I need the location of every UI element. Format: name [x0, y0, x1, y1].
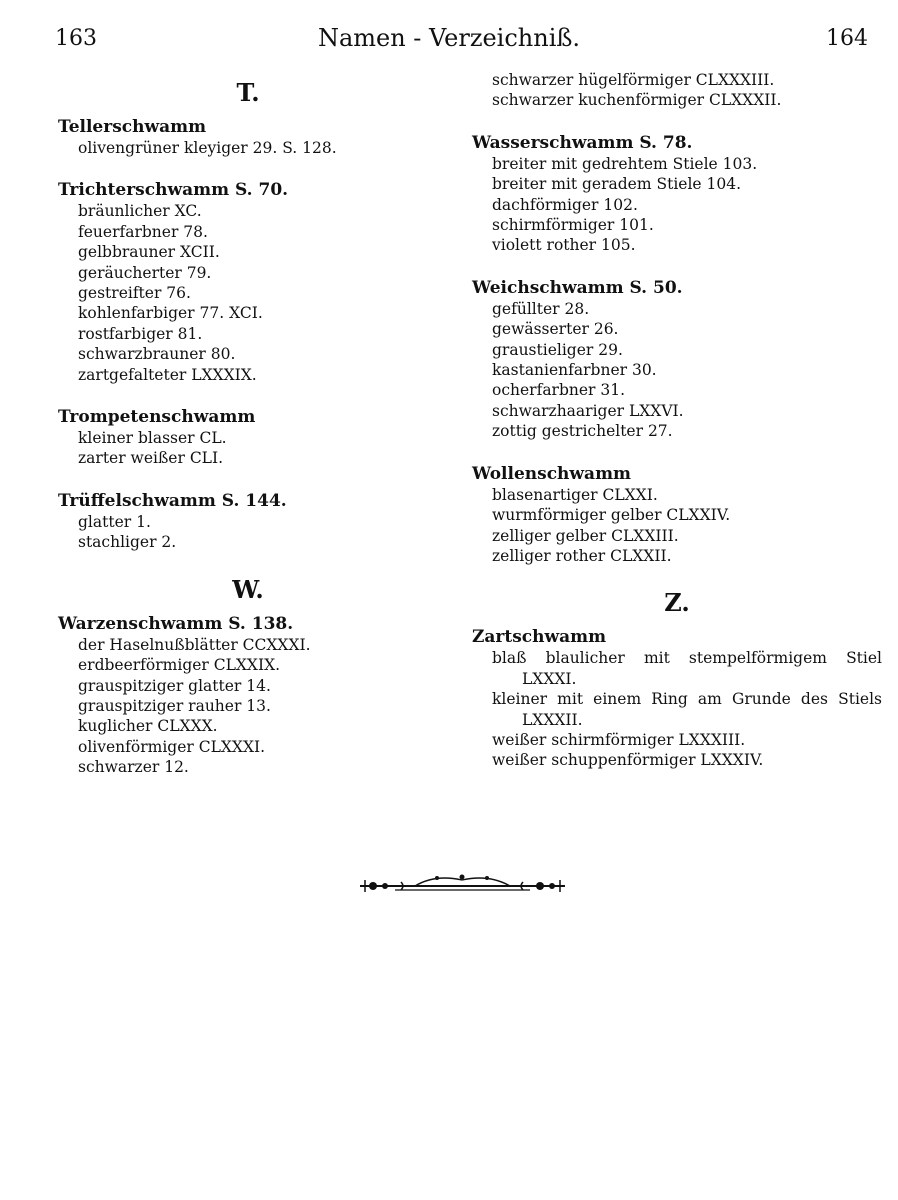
- entry-subitem: weißer schuppenförmiger LXXXIV.: [492, 751, 764, 770]
- entry-heading: Warzenschwamm S. 138.: [58, 613, 294, 634]
- entry-subitem: kohlenfarbiger 77. XCI.: [78, 304, 263, 323]
- entry-subitem: gestreifter 76.: [78, 284, 191, 303]
- index-entry: [58, 117, 438, 158]
- entry-subitem: schwarzhaariger LXXVI.: [492, 401, 684, 420]
- section-letter-t: T.: [236, 78, 260, 107]
- entry-subitem: graustieliger 29.: [492, 340, 623, 359]
- entry-subitem: gewässerter 26.: [492, 320, 619, 339]
- entry-subitem: zelliger gelber CLXXIII.: [492, 526, 679, 545]
- entry-subitem: olivenförmiger CLXXXI.: [78, 737, 266, 756]
- entry-subitem: schwarzer 12.: [78, 758, 189, 777]
- entry-subitem: schirmförmiger 101.: [492, 216, 654, 235]
- entry-subitem: schwarzer kuchenförmiger CLXXXII.: [492, 91, 782, 110]
- entry-subitem: zarter weißer CLI.: [78, 449, 224, 468]
- entry-subitem: stachliger 2.: [78, 533, 177, 552]
- entry-subitem: grauspitziger rauher 13.: [78, 696, 271, 715]
- continued-entry: [472, 70, 882, 111]
- entry-subitem: zelliger rother CLXXII.: [492, 546, 672, 565]
- left-column: [58, 70, 438, 800]
- entry-subitem: geräucherter 79.: [78, 263, 212, 282]
- entry-heading: Wasserschwamm S. 78.: [472, 132, 693, 153]
- index-entry: [472, 627, 882, 770]
- page-number-left: 163: [55, 26, 97, 51]
- entry-subitem: ocherfarbner 31.: [492, 381, 626, 400]
- entry-subitem: wurmförmiger gelber CLXXIV.: [492, 506, 731, 525]
- entry-subitem: zartgefalteter LXXXIX.: [78, 365, 257, 384]
- entry-subitem: gefüllter 28.: [492, 299, 590, 318]
- entry-subitem: violett rother 105.: [492, 236, 636, 255]
- entry-subitem-continuation: LXXXII.: [522, 710, 583, 729]
- section-letter-z: Z.: [664, 588, 690, 618]
- index-entry: [472, 133, 882, 256]
- entry-heading: Weichschwamm S. 50.: [472, 277, 683, 298]
- section-letter-w: W.: [232, 574, 264, 604]
- entry-subitem-continuation: LXXXI.: [522, 669, 577, 688]
- index-entry: [58, 407, 438, 469]
- entry-heading: Tellerschwamm: [58, 117, 207, 137]
- entry-subitem: olivengrüner kleyiger 29. S. 128.: [78, 139, 337, 157]
- entry-subitem: blaß blaulicher mit stempelförmigem Stiel: [492, 649, 882, 668]
- entry-subitem: glatter 1.: [78, 512, 151, 531]
- index-entry: [58, 614, 438, 778]
- entry-subitem: zottig gestrichelter 27.: [492, 422, 673, 441]
- entry-subitem: kleiner mit einem Ring am Grunde des Stiels: [492, 690, 882, 709]
- entry-subitem: schwarzbrauner 80.: [78, 345, 236, 364]
- entry-subitem: kleiner blasser CL.: [78, 429, 227, 448]
- entry-heading: Trichterschwamm S. 70.: [58, 180, 289, 201]
- entry-subitem: grauspitziger glatter 14.: [78, 676, 271, 695]
- index-entry: [58, 180, 438, 385]
- entry-heading: Trüffelschwamm S. 144.: [58, 490, 287, 511]
- entry-heading: Trompetenschwamm: [58, 407, 256, 428]
- entry-subitem: weißer schirmförmiger LXXXIII.: [492, 730, 746, 749]
- floral-ornament-icon: [355, 868, 570, 902]
- entry-subitem: kastanienfarbner 30.: [492, 361, 657, 380]
- entry-subitem: feuerfarbner 78.: [78, 222, 208, 241]
- right-column: [472, 70, 882, 793]
- entry-subitem: breiter mit gedrehtem Stiele 103.: [492, 154, 758, 173]
- entry-heading: Zartschwamm: [472, 627, 607, 648]
- entry-subitem: erdbeerförmiger CLXXIX.: [78, 656, 281, 675]
- entry-subitem: gelbbrauner XCII.: [78, 243, 220, 262]
- index-entry: [58, 491, 438, 553]
- entry-subitem: breiter mit geradem Stiele 104.: [492, 175, 742, 194]
- entry-subitem: der Haselnußblätter CCXXXI.: [78, 635, 311, 654]
- entry-heading: Wollenschwamm: [472, 463, 632, 484]
- running-head: Namen - Verzeichniß.: [317, 24, 581, 52]
- index-entry: [472, 464, 882, 567]
- entry-subitem: kuglicher CLXXX.: [78, 717, 218, 736]
- page-number-right: 164: [826, 26, 868, 51]
- entry-subitem: bräunlicher XC.: [78, 202, 202, 221]
- entry-subitem: dachförmiger 102.: [492, 195, 638, 214]
- index-entry: [472, 278, 882, 442]
- entry-subitem: rostfarbiger 81.: [78, 324, 203, 343]
- entry-subitem: blasenartiger CLXXI.: [492, 485, 658, 504]
- entry-subitem: schwarzer hügelförmiger CLXXXIII.: [492, 71, 775, 89]
